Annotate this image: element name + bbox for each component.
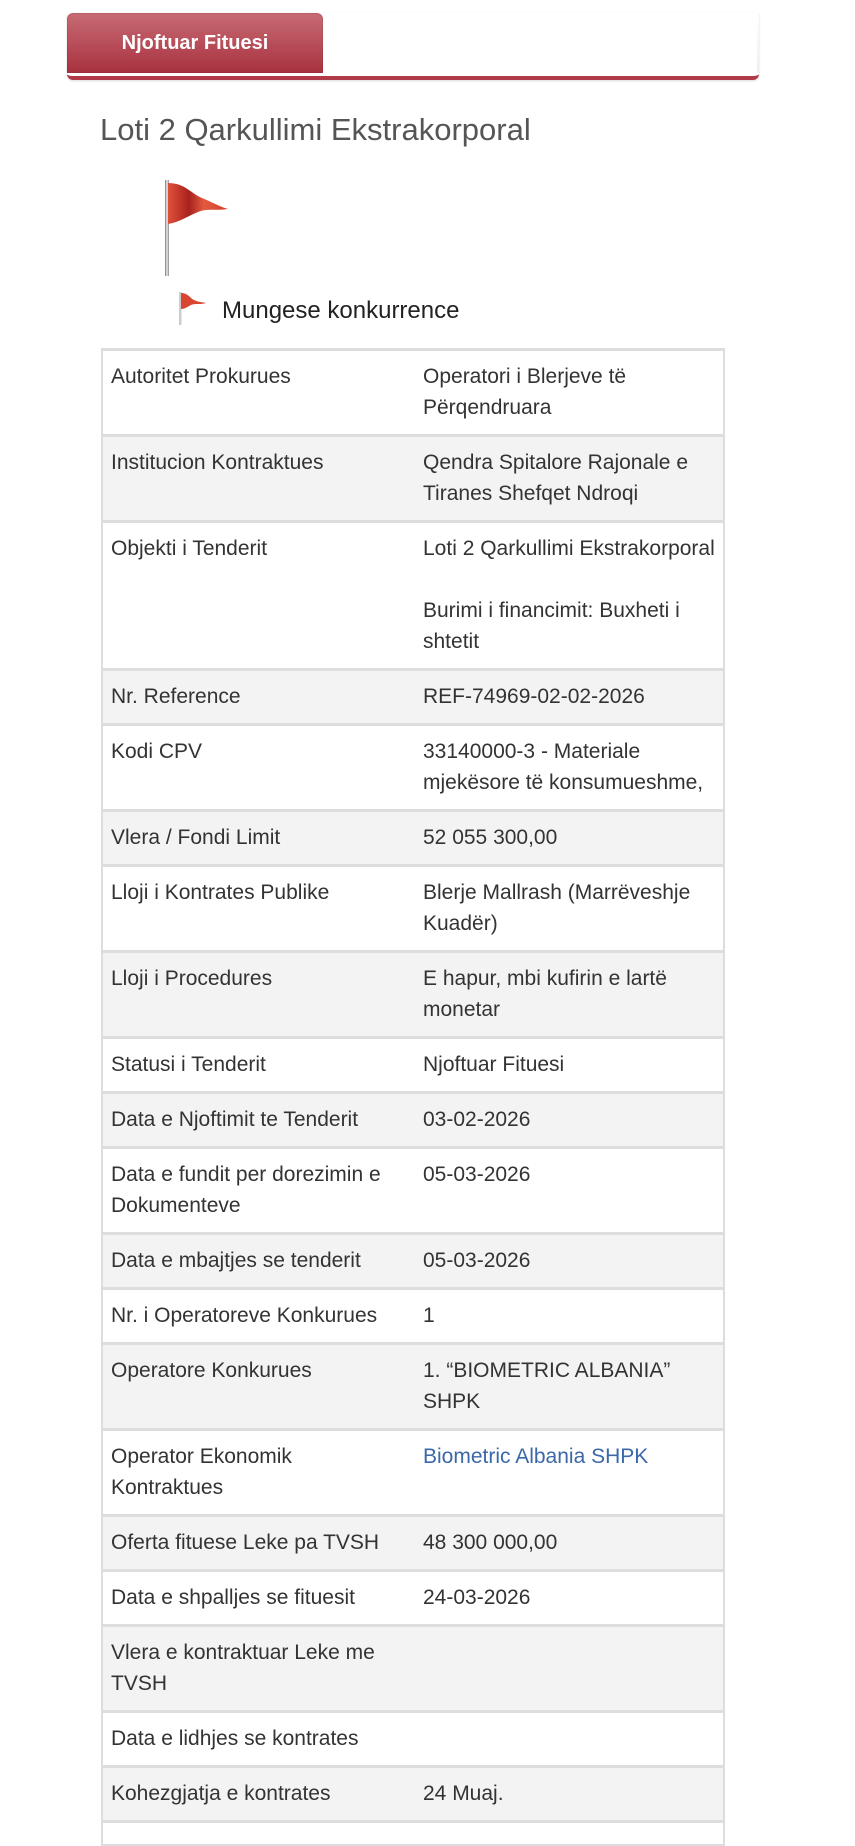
table-row [102, 436, 724, 522]
row-label: Kodi CPV [102, 725, 415, 811]
tab-label: Njoftuar Fituesi [121, 31, 269, 54]
table-row [102, 866, 724, 952]
status-label: Mungese konkurrence [222, 297, 460, 324]
row-value-text: 1 [423, 1304, 435, 1327]
row-value [415, 350, 724, 436]
row-value-text: 05-03-2026 [423, 1249, 531, 1272]
tab-bar [67, 13, 759, 80]
table-row [102, 1430, 724, 1516]
tab-bar-edge [757, 13, 759, 73]
row-label: Statusi i Tenderit [102, 1038, 415, 1093]
table-row [102, 670, 724, 725]
row-value-text: Loti 2 Qarkullimi Ekstrakorporal [423, 537, 715, 560]
contractor-link[interactable]: Biometric Albania SHPK [423, 1445, 649, 1468]
row-value [415, 811, 724, 866]
row-value-text: 24 Muaj. [423, 1782, 504, 1805]
page-title: Loti 2 Qarkullimi Ekstrakorporal [100, 112, 531, 147]
row-label: Data e mbajtjes se tenderit [102, 1234, 415, 1289]
table-row [102, 1344, 724, 1430]
row-label: Data e fundit per dorezimin e Dokumenteve [102, 1148, 415, 1234]
row-value [415, 670, 724, 725]
row-label: Data e lidhjes se kontrates [102, 1712, 415, 1767]
row-label: Data e shpalljes se fituesit [102, 1571, 415, 1626]
table-row [102, 1093, 724, 1148]
row-value [415, 522, 724, 670]
row-value-text: 33140000-3 - Materiale mjekësore të konsumueshme, [423, 740, 704, 794]
row-value [415, 1712, 724, 1767]
row-label: Lloji i Kontrates Publike [102, 866, 415, 952]
row-value-text: 52 055 300,00 [423, 826, 558, 849]
row-label: Operatore Konkurues [102, 1344, 415, 1430]
row-value [415, 1234, 724, 1289]
funding-source: Burimi i financimit: Buxheti i shtetit [423, 599, 680, 653]
table-row [102, 1038, 724, 1093]
row-value-text: 48 300 000,00 [423, 1531, 558, 1554]
row-value [415, 1822, 724, 1846]
row-value [415, 866, 724, 952]
table-row [102, 1289, 724, 1344]
row-value-text: Qendra Spitalore Rajonale e Tiranes Shefqet Ndroqi [423, 451, 689, 505]
row-label: Nr. i Operatoreve Konkurues [102, 1289, 415, 1344]
table-row [102, 522, 724, 670]
row-value [415, 1038, 724, 1093]
row-value [415, 952, 724, 1038]
tender-details-table [101, 348, 725, 1846]
row-value [415, 1626, 724, 1712]
table-row [102, 725, 724, 811]
table-row [102, 952, 724, 1038]
row-value-text: Blerje Mallrash (Marrëveshje Kuadër) [423, 881, 691, 935]
row-label: Nr. Reference [102, 670, 415, 725]
row-value-text: REF-74969-02-02-2026 [423, 685, 645, 708]
row-value [415, 725, 724, 811]
table-row [102, 811, 724, 866]
row-label: Operator Ekonomik Kontraktues [102, 1430, 415, 1516]
table-row [102, 1626, 724, 1712]
row-value-text: Njoftuar Fituesi [423, 1053, 565, 1076]
table-row [102, 1516, 724, 1571]
row-value-text: 05-03-2026 [423, 1163, 531, 1186]
row-label: Vlera / Fondi Limit [102, 811, 415, 866]
row-value [415, 1430, 724, 1516]
row-value [415, 1093, 724, 1148]
table-row [102, 1571, 724, 1626]
row-value-text: 03-02-2026 [423, 1108, 531, 1131]
row-value-text: 1. “BIOMETRIC ALBANIA” SHPK [423, 1359, 671, 1413]
tab-njoftuar-fituesi[interactable] [67, 13, 323, 73]
row-label: Vlera e kontraktuar Leke me TVSH [102, 1626, 415, 1712]
row-value [415, 1289, 724, 1344]
row-value [415, 1571, 724, 1626]
row-value-text: E hapur, mbi kufirin e lartë monetar [423, 967, 667, 1021]
row-label: Objekti i Tenderit [102, 522, 415, 670]
row-value [415, 436, 724, 522]
row-label: Kohezgjatja e kontrates [102, 1767, 415, 1822]
table-row [102, 1234, 724, 1289]
row-label [102, 1822, 415, 1846]
row-label: Institucion Kontraktues [102, 436, 415, 522]
table-row [102, 350, 724, 436]
row-value-text: Operatori i Blerjeve të Përqendruara [423, 365, 627, 419]
row-value [415, 1344, 724, 1430]
competition-status [176, 290, 459, 326]
table-row [102, 1148, 724, 1234]
flag-icon [176, 290, 208, 326]
table-row [102, 1712, 724, 1767]
table-row [102, 1822, 724, 1846]
flag-icon [160, 178, 260, 278]
row-label: Autoritet Prokurues [102, 350, 415, 436]
row-value [415, 1148, 724, 1234]
row-label: Data e Njoftimit te Tenderit [102, 1093, 415, 1148]
row-value-text: 24-03-2026 [423, 1586, 531, 1609]
row-value [415, 1516, 724, 1571]
row-label: Lloji i Procedures [102, 952, 415, 1038]
row-label: Oferta fituese Leke pa TVSH [102, 1516, 415, 1571]
